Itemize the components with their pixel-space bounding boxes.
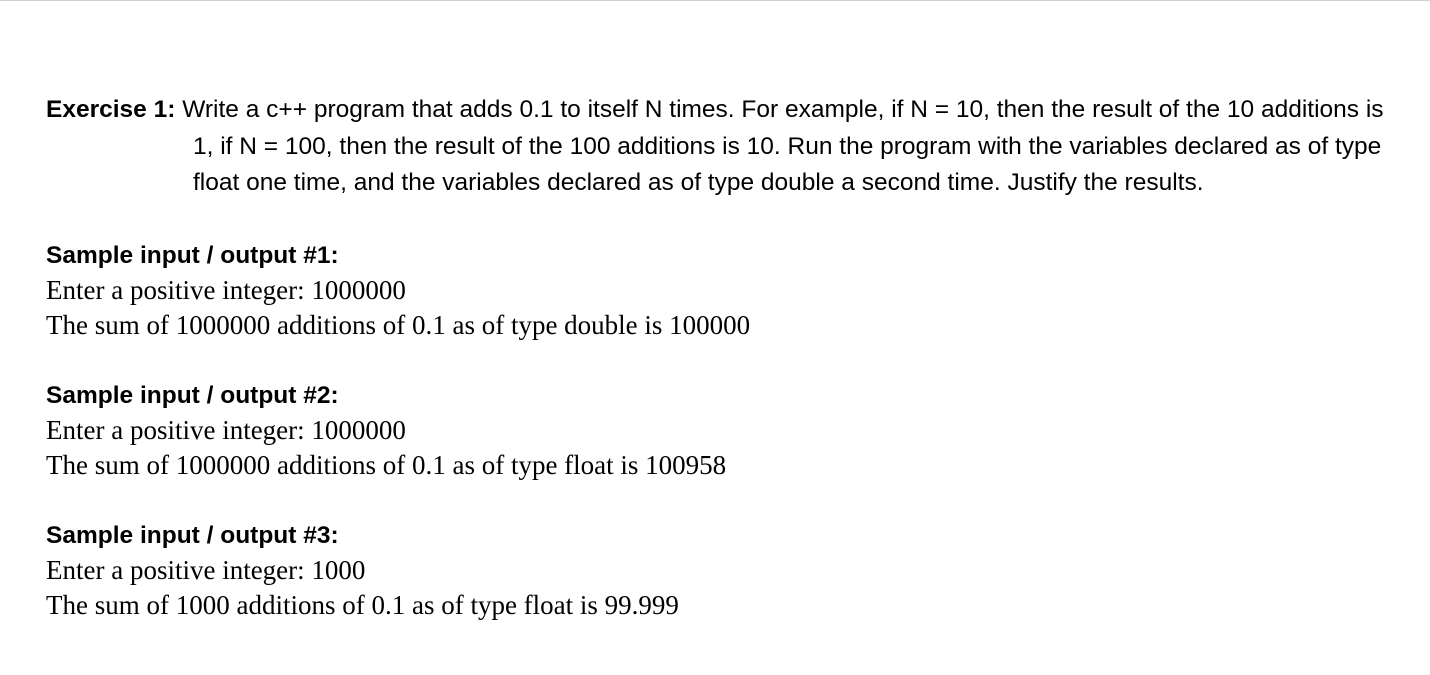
exercise-paragraph [46, 92, 1406, 202]
sample-heading: Sample input / output #2: [46, 381, 339, 409]
sample-block-2 [46, 378, 1406, 483]
sample-input-line: Enter a positive integer: 1000 [46, 554, 366, 585]
sample-input-line: Enter a positive integer: 1000000 [46, 414, 406, 445]
sample-input-line: Enter a positive integer: 1000000 [46, 274, 406, 305]
exercise-text: Write a c++ program that adds 0.1 to itself N times. For example, if N = 10, then the result of the 10 additions is 1, if N = 100, then the result of the 100 additions is 10. Run the program with the variables declared as of type float one time, and the variables declared as of type double a second time. Justify the results. [175, 96, 1384, 196]
sample-output-line: The sum of 1000000 additions of 0.1 as of type float is 100958 [46, 449, 727, 480]
sample-block-3 [46, 518, 1406, 623]
sample-heading: Sample input / output #1: [46, 241, 339, 269]
document-body [46, 92, 1406, 623]
sample-block-1 [46, 238, 1406, 343]
sample-output-line: The sum of 1000000 additions of 0.1 as of type double is 100000 [46, 309, 751, 340]
sample-output-line: The sum of 1000 additions of 0.1 as of type float is 99.999 [46, 589, 679, 620]
sample-heading: Sample input / output #3: [46, 521, 339, 549]
exercise-label: Exercise 1: [46, 96, 176, 123]
